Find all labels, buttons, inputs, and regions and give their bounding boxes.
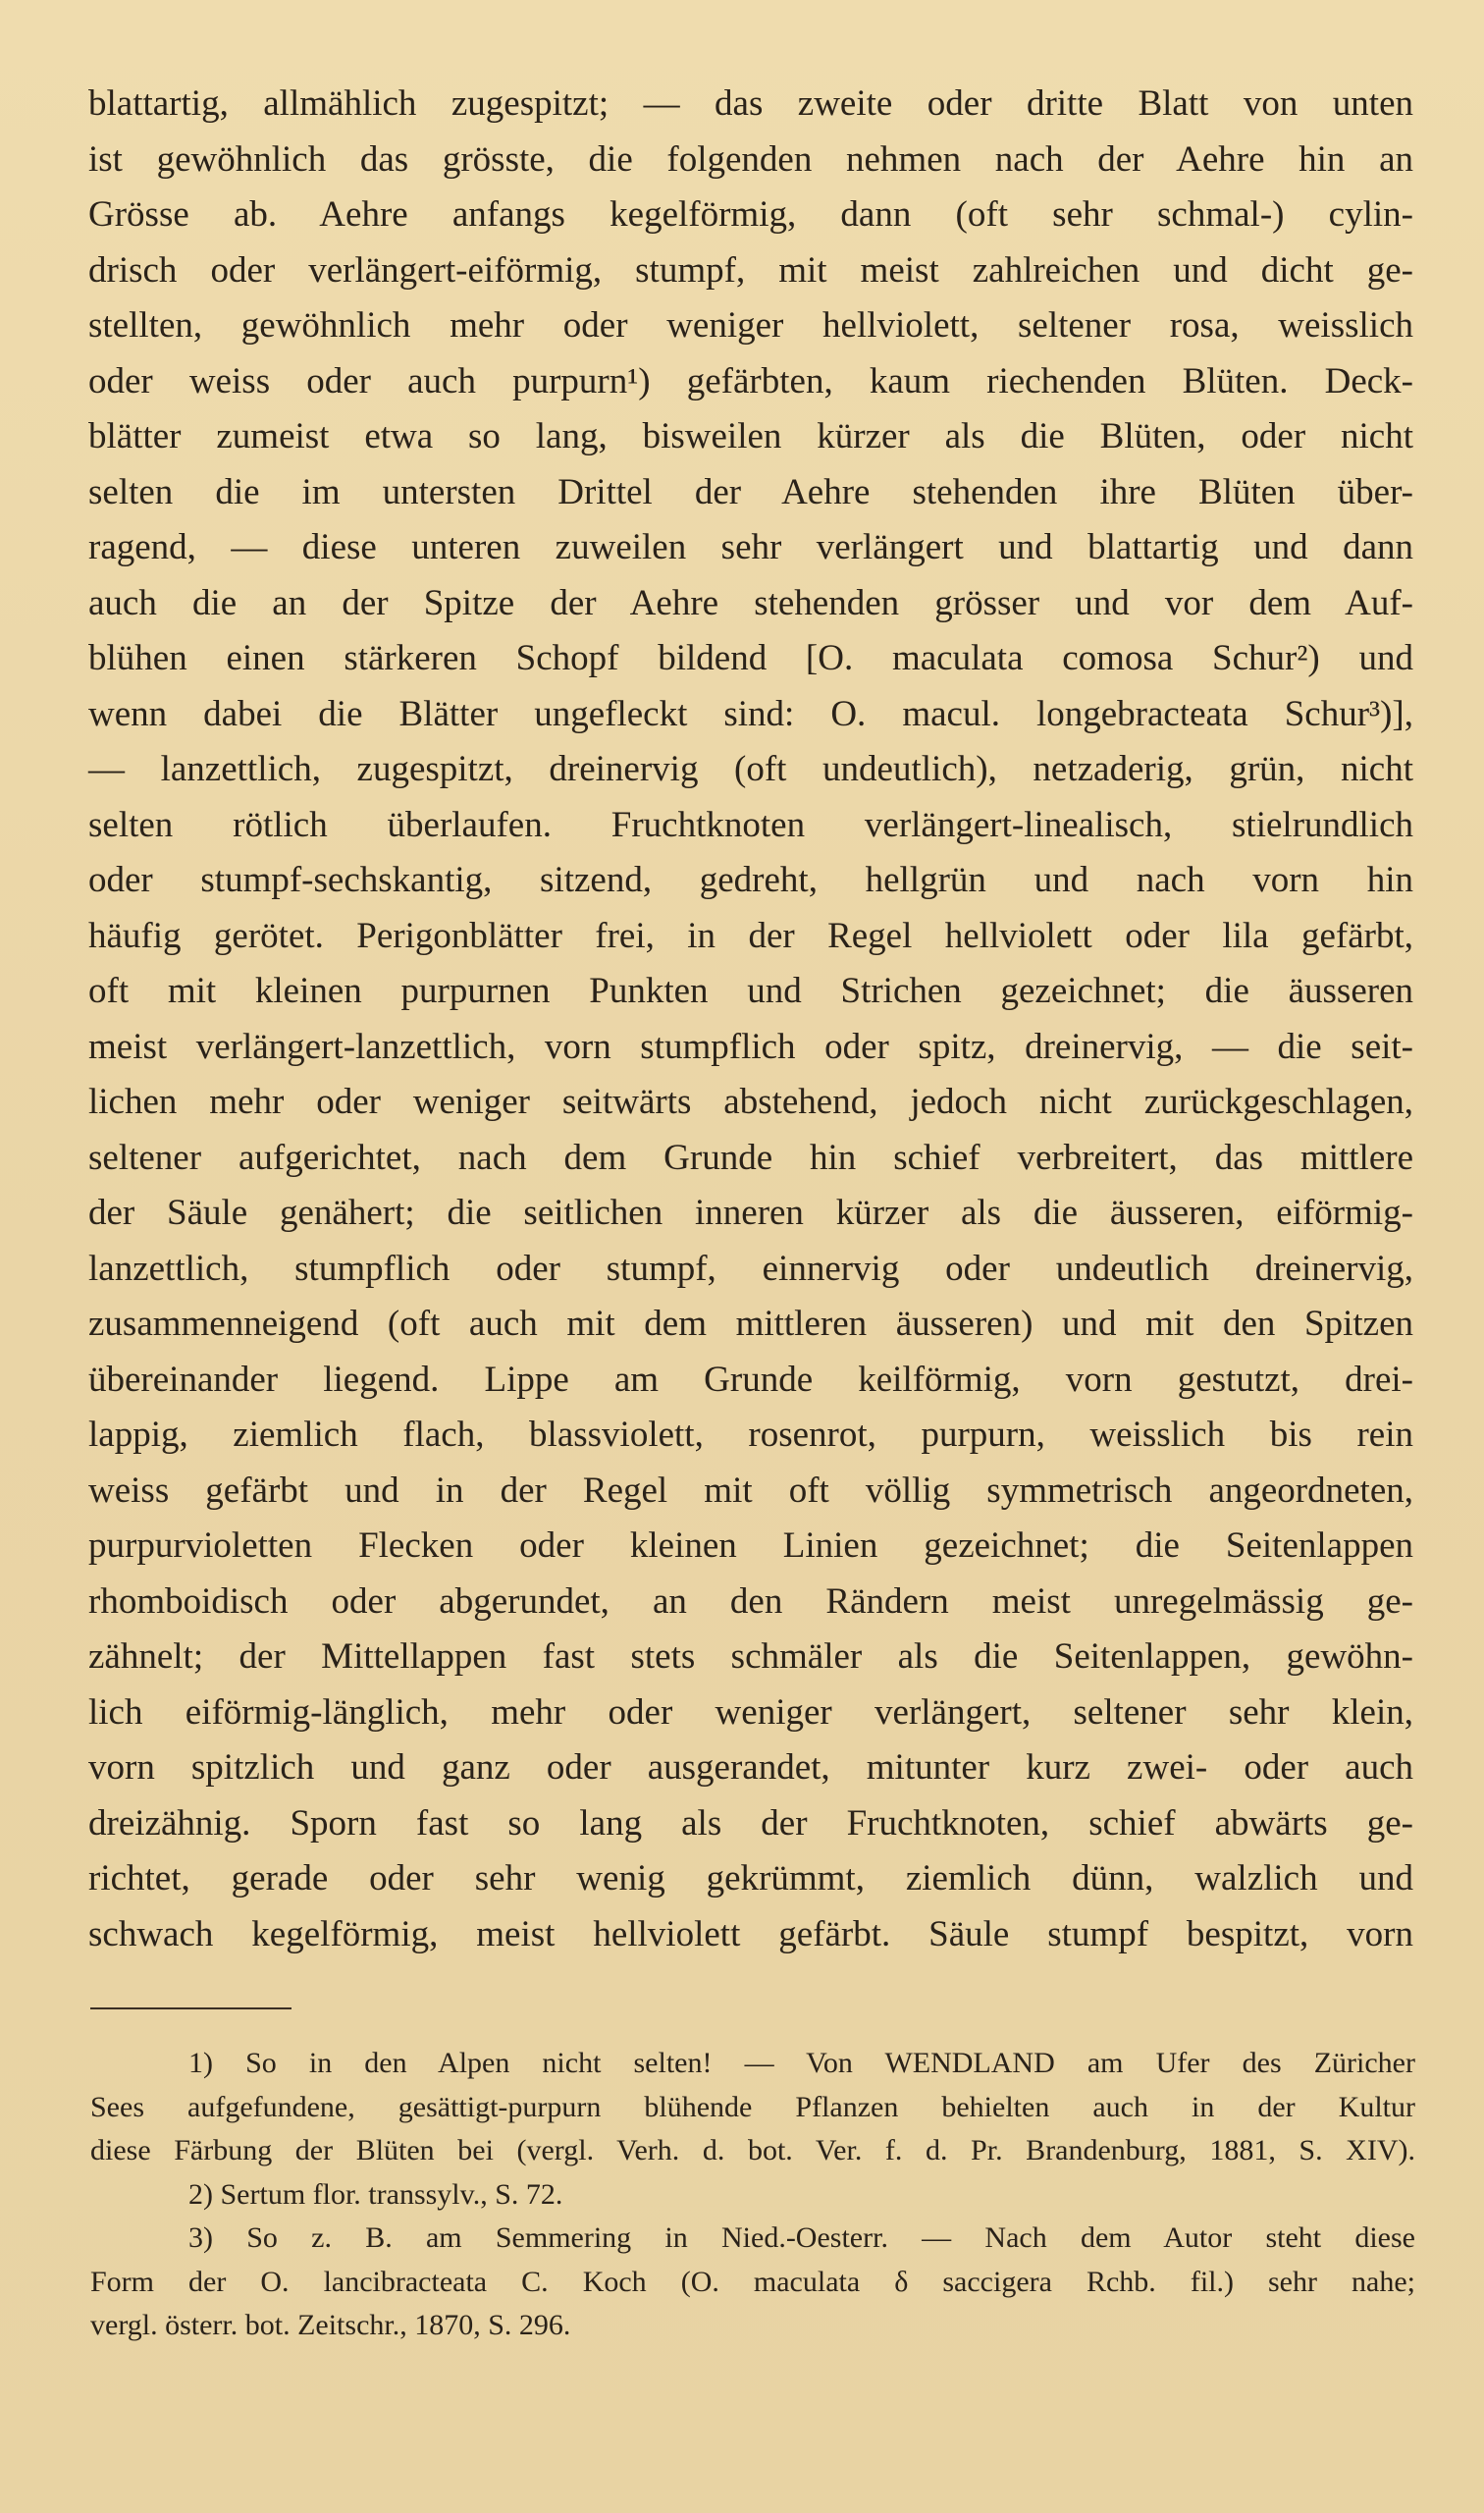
text-line: blätter zumeist etwa so lang, bisweilen kürzer als die Blüten, oder nicht <box>88 416 1413 456</box>
text-line: seltener aufgerichtet, nach dem Grunde hin schief verbreitert, das mittlere <box>88 1137 1413 1178</box>
text-line: lichen mehr oder weniger seitwärts abstehend, jedoch nicht zurückgeschlagen, <box>88 1082 1413 1122</box>
text-line: oder weiss oder auch purpurn¹) gefärbten, kaum riechenden Blüten. Deck- <box>88 360 1413 401</box>
text-line: lappig, ziemlich flach, blassviolett, rosenrot, purpurn, weisslich bis rein <box>88 1415 1413 1455</box>
text-line: blühen einen stärkeren Schopf bildend [O. maculata comosa Schur²) und <box>88 638 1413 678</box>
text-line: oft mit kleinen purpurnen Punkten und Strichen gezeichnet; die äusseren <box>88 971 1413 1011</box>
text-line: ist gewöhnlich das grösste, die folgenden nehmen nach der Aehre hin an <box>88 138 1413 180</box>
body-text <box>88 77 1413 1962</box>
footnote-line: 3) So z. B. am Semmering in Nied.-Oesterr. — Nach dem Autor steht diese <box>188 2221 1415 2254</box>
text-line: zusammenneigend (oft auch mit dem mittleren äusseren) und mit den Spitzen <box>88 1304 1413 1344</box>
text-line: — lanzettlich, zugespitzt, dreinervig (oft undeutlich), netzaderig, grün, nicht <box>88 749 1413 789</box>
text-line: richtet, gerade oder sehr wenig gekrümmt, ziemlich dünn, walzlich und <box>88 1858 1413 1898</box>
text-line: dreizähnig. Sporn fast so lang als der Fruchtknoten, schief abwärts ge- <box>88 1802 1413 1844</box>
text-line: selten rötlich überlaufen. Fruchtknoten verlängert-linealisch, stielrundlich <box>88 804 1413 845</box>
text-line: ragend, — diese unteren zuweilen sehr verlängert und blattartig und dann <box>88 527 1413 567</box>
footnote-line: diese Färbung der Blüten bei (vergl. Verh. d. bot. Ver. f. d. Pr. Brandenburg, 1881, S. XIV). <box>90 2134 1415 2166</box>
text-line: zähnelt; der Mittellappen fast stets schmäler als die Seitenlappen, gewöhn- <box>88 1636 1413 1677</box>
footnote-line: 2) Sertum flor. transsylv., S. 72. <box>188 2177 563 2211</box>
text-line: übereinander liegend. Lippe am Grunde keilförmig, vorn gestutzt, drei- <box>88 1359 1413 1400</box>
footnote-line: 1) So in den Alpen nicht selten! — Von WENDLAND am Ufer des Züricher <box>188 2047 1415 2079</box>
text-line: schwach kegelförmig, meist hellviolett gefärbt. Säule stumpf bespitzt, vorn <box>88 1913 1413 1954</box>
text-line: auch die an der Spitze der Aehre stehenden grösser und vor dem Auf- <box>88 582 1413 623</box>
text-line: vorn spitzlich und ganz oder ausgerandet, mitunter kurz zwei- oder auch <box>88 1747 1413 1788</box>
text-line: blattartig, allmählich zugespitzt; — das zweite oder dritte Blatt von unten <box>88 83 1413 124</box>
text-line: purpurvioletten Flecken oder kleinen Linien gezeichnet; die Seitenlappen <box>88 1525 1413 1566</box>
text-line: häufig gerötet. Perigonblätter frei, in der Regel hellviolett oder lila gefärbt, <box>88 915 1413 956</box>
text-line: lanzettlich, stumpflich oder stumpf, einnervig oder undeutlich dreinervig, <box>88 1248 1413 1289</box>
text-line: Grösse ab. Aehre anfangs kegelförmig, dann (oft sehr schmal-) cylin- <box>88 194 1413 235</box>
footnote-rule <box>90 2007 292 2009</box>
text-line: meist verlängert-lanzettlich, vorn stumpflich oder spitz, dreinervig, — die seit- <box>88 1026 1413 1067</box>
text-line: rhomboidisch oder abgerundet, an den Rändern meist unregelmässig ge- <box>88 1580 1413 1622</box>
footnote-line: Form der O. lancibracteata C. Koch (O. maculata δ saccigera Rchb. fil.) sehr nahe; <box>90 2265 1415 2298</box>
text-line: oder stumpf-sechskantig, sitzend, gedreht, hellgrün und nach vorn hin <box>88 860 1413 900</box>
footnote-line: Sees aufgefundene, gesättigt-purpurn blühende Pflanzen behielten auch in der Kultur <box>90 2090 1415 2123</box>
text-line: wenn dabei die Blätter ungefleckt sind: O. macul. longebracteata Schur³)], <box>88 693 1413 734</box>
text-line: drisch oder verlängert-eiförmig, stumpf, mit meist zahlreichen und dicht ge- <box>88 249 1413 291</box>
footnote-line: vergl. österr. bot. Zeitschr., 1870, S. 296. <box>90 2309 571 2341</box>
text-line: stellten, gewöhnlich mehr oder weniger hellviolett, seltener rosa, weisslich <box>88 305 1413 346</box>
footnotes <box>90 2042 1415 2348</box>
text-line: lich eiförmig-länglich, mehr oder weniger verlängert, seltener sehr klein, <box>88 1691 1413 1733</box>
text-line: der Säule genähert; die seitlichen inneren kürzer als die äusseren, eiförmig- <box>88 1193 1413 1233</box>
text-line: selten die im untersten Drittel der Aehre stehenden ihre Blüten über- <box>88 471 1413 512</box>
text-line: weiss gefärbt und in der Regel mit oft völlig symmetrisch angeordneten, <box>88 1470 1413 1511</box>
